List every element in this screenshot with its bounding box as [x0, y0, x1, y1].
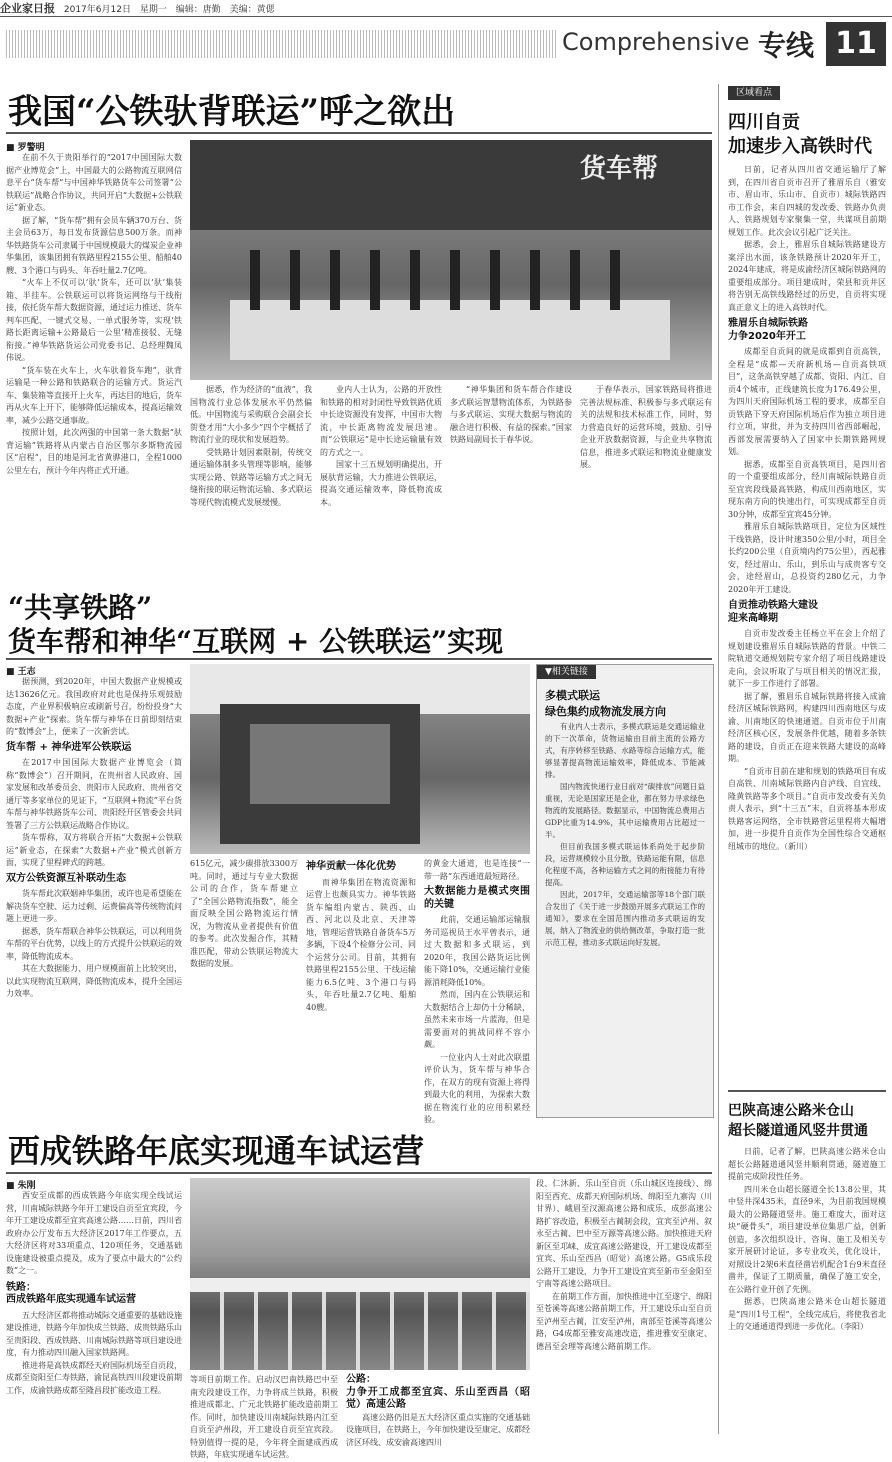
- article3-headline: 西成铁路年底实现通车试运营: [8, 1132, 425, 1170]
- article2-subhead: 货车帮 + 神华进军公铁联运: [6, 741, 132, 753]
- related-title-a: 多模式联运: [545, 689, 600, 702]
- side1-paragraph: 据悉，会上，雅眉乐自城际铁路建设方案浮出水面，该条铁路预计2020年开工，2024年建成，将是成渝经济区城际铁路网的重要组成部分。项目建成时，荣县和贡井区将告别无高铁线路经过的历史，自贡将实现真正意义上的进入高铁时代。: [728, 240, 886, 312]
- article2-paragraph: 然而，国内在公铁联运和大数据结合上却仍十分稀缺，虽然未来市场一片蓝海，但是需要面对的挑战同样不容小觑。: [424, 990, 530, 1049]
- article1-paragraph: 国家十三五规划明确提出，开展驮背运输，大力推进公铁联运，提高交通运输效率，降低物流成本。: [320, 460, 442, 507]
- conference-photo: [190, 140, 712, 380]
- side1-headline-b: 加速步入高铁时代: [728, 136, 872, 157]
- article2-headline-b: 货车帮和神华“互联网 + 公铁联运”实现: [8, 625, 504, 658]
- side2-headline-a: 巴陕高速公路米仓山: [728, 1103, 854, 1119]
- article2-paragraph: 此前，交通运输部运输服务司巡视员王水平曾表示，通过大数据和多式联运，到2020年，我国公路货运比例能下降10%，交通运输行业能源消耗降低10%。: [424, 915, 530, 987]
- paper-name: 企业家日报: [0, 2, 55, 15]
- banner-stripe: [6, 30, 556, 58]
- article3-col4: [536, 1178, 712, 1432]
- side1-subhead: 雅眉乐自城际铁路: [728, 318, 808, 329]
- article3-paragraph: 在前期工作方面，加快推进中江至遂宁、绵阳至苍溪等高速公路前期工作，开工建设乐山至自贡至泸州至古蔺，江安至泸州，南部至苍溪等高速公路，G4成都至雅安高速改造，推进雅安至康定、德昌至会理等高速公路前期工作。: [536, 1291, 712, 1351]
- article3-subhead: 西成铁路年底实现通车试运营: [6, 1294, 136, 1305]
- article2-col4: [424, 858, 530, 1124]
- article1-paragraph: 在前不久于贵阳举行的“2017中国国际大数据产业博览会”上，中国最大的公路物流互联网信息平台“货车帮”与中国神华铁路货车公司签署“公铁联运”战略合作协议，共同开启“大数据+公铁联运”新业态。: [6, 153, 182, 212]
- side1-paragraph: 雅眉乐自城际铁路项目，定位为区域性干线铁路，设计时速350公里/小时，项目全长约200公里（自贡境内约75公里），西起雅安，经过眉山、乐山，到乐山与成贵客专交会，途经眉山，总投资约280亿元，力争2020年开工建设。: [728, 522, 886, 594]
- side1-paragraph: 成都至自贡间的就是成都到自贡高铁，全程是“成都—天府新机场—自贡高铁项目”，这条高铁穿越了成都、资阳、内江、自贡4个城市，正线建筑长度为176.49公里，为四川天府国际机场工程的要求，成都至自贡铁路下穿天府国际机场后作为独立项目进行立项，审批，并为支持四川省西部崛起，西部发展需要纳入了国家中长期铁路网规划。: [728, 347, 886, 456]
- article2-subhead: 大数据能力是模式突围的关键: [424, 886, 530, 910]
- article2-col2: [190, 858, 298, 1116]
- article1-paragraph: 受铁路计划因素限制，传统交通运输体制多头管理等影响，能够实现公路、铁路等运输方式之间无缝衔接的联运物流运输、多式联运等现代物流模式发展缓慢。: [190, 447, 312, 507]
- related-body: [545, 721, 705, 1111]
- article1-author: 罗警明: [17, 143, 45, 153]
- editor: 编辑：唐勤: [175, 5, 221, 15]
- page-number: 11: [826, 22, 886, 66]
- side2-paragraph: 据悉，巴陕高速公路米仓山超长隧道是“四川1号工程”，全线完成后，将使我省北上的交通通道得到进一步优化。（李阳）: [728, 1297, 886, 1331]
- article3-subhead: 公路：: [346, 1374, 376, 1385]
- article2-subhead: 神华贡献一体化优势: [306, 861, 396, 872]
- related-link-box: [536, 664, 714, 1118]
- related-title-b: 绿色集约成物流发展方向: [545, 705, 666, 718]
- article2-paragraph: 货车帮此次联姻神华集团，或许也是希望能在解决货车空驶、运力过剩、运费偏高等传统物流问题上更进一步。: [6, 889, 182, 923]
- side2-paragraph: 四川米仓山超长隧道全长13.8公里，其中竖井深435米，直径9米，为目前我国规模最大的公路隧道竖井。施工难度大，面对这块“硬骨头”，项目建设单位集思广益，创新创造，多次组织设计、咨询、施工及相关专家开展研讨论证，多专业攻关，优化设计，对照设计2架6米直径凿岩机配合1台9米直径凿井，保证了工期质量，确保了施工安全，在公路行业开创了先例。: [728, 1184, 886, 1294]
- designer: 美编：黄偲: [229, 5, 275, 15]
- article1-paragraph: 按照计划，此次两强的中国第一条大数据“驮背运输”铁路将从内蒙古自治区鄂尔多斯物流园区“启程”，目的地是河北省黄骅港口，全程1000公里左右，预计今年内将正式开通。: [6, 428, 182, 475]
- related-tag: ▼相关链接: [537, 665, 596, 679]
- side2-rule: [728, 1090, 886, 1092]
- article2-paragraph: 在2017中国国际大数据产业博览会（简称“数博会”）召开期间，在贵州省人民政府、国家发展和改革委员会、贵阳市人民政府、贵州省交通厅等多家单位的见证下，“互联网+物流”平台货车帮与神华铁路货车公司、贵阳经开区管委会共同签署了三方公铁联运战略合作协议。: [6, 758, 182, 830]
- article3-paragraph: 高速公路仍旧是五大经济区重点实施的交通基础设施项目，在铁路上，今年加快建设至康定、成都经济区环线、成安渝高速四川: [346, 1412, 530, 1447]
- article1-paragraph: 据悉，作为经济的“血液”，我国物流行业总体发展水平仍然偏低。中国物流与采购联合会副会长贺登才用“大小多少”四个字概括了物流行业的现状和发展趋势。: [190, 385, 312, 444]
- article1-rule: [6, 132, 712, 134]
- article3-paragraph: 推进将是高铁成都经天府国际机场至自贡段，成都至资阳至仁寿铁路，渝昆高铁四川段建设前期工作，成渝铁路成都至隆昌段扩能改造工程。: [6, 1360, 182, 1395]
- article1-paragraph: 于春华表示，国家铁路局将推进完善法规标准、积极参与多式联运有关的法规和技术标准工作，同时，努力营造良好的运营环境，鼓励、引导企业开放数据资源，与企业共享物流信息，推进多式联运和物流业健康发展。: [580, 385, 712, 469]
- issue-date: 2017年6月12日: [63, 5, 131, 15]
- article2-byline: ■ 王志: [6, 667, 36, 677]
- article2-col1: [6, 676, 182, 1116]
- section-title-cn: 专线: [758, 29, 815, 62]
- article2-subhead: 双方公铁资源互补联动生态: [6, 872, 126, 884]
- article3-byline: ■ 朱刚: [6, 1181, 36, 1191]
- sidebar-divider: [718, 84, 719, 1434]
- side1-subhead: 自贡推动铁路大建设: [728, 600, 818, 611]
- article1-paragraph: “货车装在火车上，火车驮着货车跑”，驮背运输是一种公路和铁路联合的运输方式。货运汽车、集装箱等直接开上火车，再达目的地后，货车再从火车上开下，能够降低运输成本，提高运输效率，减少公路交通事故。: [6, 365, 182, 425]
- article1-paragraph: “火车上不仅可以‘驮’货车，还可以‘驮’集装箱、半挂车。公铁联运可以将货运网络与干线衔接，依托货车帮大数据资源，通过运力推送、货车判车匹配、一键式交易、一单式服务等，实现‘铁路长距离运输+公路最后一公里’精准接驳、无缝衔接。”神华铁路货运公司党委书记、总经理魏凤伟说。: [6, 278, 182, 362]
- side2-headline-b: 超长隧道通风竖井贯通: [728, 1123, 868, 1139]
- article1-paragraph: 业内人士认为，公路的开放性和铁路的相对封闭性导致铁路优质中长途资源没有发挥，中国市大物流，中长距离物流发展迅速。而“公铁联运”是中长途运输量有效的方式之一。: [320, 385, 442, 457]
- article3-author: 朱刚: [17, 1181, 36, 1191]
- related-paragraph: 因此，2017年，交通运输部等18个部门联合发出了《关于进一步鼓励开展多式联运工作的通知》，要求在全国范围内推动多式联运的发展，纳入了物流业的供给侧改革，争取打造一批示范工程，推动多式联运向好发展。: [545, 890, 705, 947]
- article1-headline: 我国“公铁驮背联运”呼之欲出: [8, 92, 456, 132]
- article1-byline: ■ 罗警明: [6, 143, 45, 153]
- article1-col2: [190, 384, 312, 564]
- banner-logo-text: 货车帮: [580, 154, 659, 184]
- related-paragraph: 国内物流快递行业日前对“碳排放”问题日益重视，无论是国家还是企业，都在努力寻求绿色物流的发展路径。数据显示，中国物流总费用占GDP比重为14.9%，其中运输费用占比超过一半。: [545, 782, 705, 839]
- side1-headline-a: 四川自贡: [728, 112, 800, 133]
- section-banner: [0, 22, 892, 68]
- railway-bridge-photo: [190, 1178, 530, 1370]
- side2-paragraph: 日前，记者了解，巴陕高速公路米仓山超长公路隧道通风竖井顺利贯通，隧道施工提前完成阶段性任务。: [728, 1147, 886, 1181]
- related-tag-label: 相关链接: [551, 667, 588, 677]
- article3-rule: [6, 1172, 712, 1174]
- article1-col3: [320, 384, 442, 564]
- weekday: 星期一: [139, 5, 167, 15]
- article2-headline-a: “共享铁路”: [8, 591, 153, 624]
- side2-body: [728, 1146, 886, 1432]
- article2-paragraph: 据悉，货车帮联合神华公铁联运，可以利用货车帮的平台优势，以线上的方式提升公铁联运的效率，降低物流成本。: [6, 926, 182, 961]
- article2-paragraph: 据预测，到2020年，中国大数据产业规模或达13626亿元。我国政府对此也是保持乐观鼓励态度，产业界积极响应或刷新号召，纷纷投身“大数据+产业”探索。货车帮与神华在日前即刻结束的“数博会”上，便来了一次新尝试。: [6, 677, 182, 736]
- header-rule: [0, 16, 892, 17]
- side1-paragraph: 日前，记者从四川省交通运输厅了解到，在四川省自贡市召开了雅眉乐自（雅安市、眉山市、乐山市、自贡市）城际铁路四市工作会，来自四城的发改委、铁路办负责人、铁路规划专家聚集一堂，共谋项目前期规划工作。此次会议引起广泛关注。: [728, 165, 886, 237]
- article2-paragraph: 一位业内人士对此次联盟评价认为，货车帮与神华合作，在双方的现有资源上将得到最大化的利用，为探索大数据在物流行业的应用积累经验。: [424, 1052, 530, 1124]
- article2-rule: [6, 658, 712, 660]
- related-paragraph: 有业内人士表示，多模式联运是交通运输业的下一次革命，货物运输由目前主流的公路方式，有序转移至铁路、水路等综合运输方式，能够显著提高物流运输效率，降低成本、节能减排。: [545, 722, 705, 779]
- article1-col4: [450, 384, 572, 564]
- article2-paragraph: 的黄金大通道，也是连接“一带一路”东西通道最短路径。: [424, 859, 530, 881]
- article3-subhead: 力争开工成都至宜宾、乐山至西昌（昭觉）高速公路: [346, 1386, 530, 1410]
- side1-subhead: 力争2020年开工: [728, 330, 806, 342]
- sidebar-tag: 区域看点: [728, 86, 780, 100]
- side1-paragraph: 据了解，雅眉乐自城际铁路将接入成渝经济区城际铁路网，构建四川西南地区与成渝、川南地区的快速通道。自贡市位于川南经济区核心区，发展条件优越，随着多条铁路的建设，自贡正在迎来铁路大建设的高峰期。: [728, 691, 886, 763]
- section-title-en: Comprehensive: [562, 28, 750, 56]
- article3-paragraph: 等项目前期工作。启动汉巴南铁路巴中至南充段建设工作，力争将成兰铁路，积极推进成都北、广元北铁路扩能改造前期工作。同时，加快建设川南城际铁路内江至自贡至泸州段，开工建设自贡至宜宾段。特别值得一提的是，今年将全面建成西成铁路，年底实现通车试运营。: [190, 1375, 338, 1459]
- side1-paragraph: 据悉，成都至自贡高铁项目，是四川省的一个重要组成部分，经川南城际铁路自贡至宜宾段线最高铁路，构成川西南地区，实现东南方向的快速出行，可实现成都至自贡30分钟，成都至宜宾45分钟。: [728, 459, 886, 519]
- masthead-bar: [0, 0, 892, 14]
- article2-paragraph: 货车帮称，双方将联合开拓“大数据+公铁联运”新业态，在探索“大数据+产业”模式创新方面，实现了里程碑式的跨越。: [6, 833, 182, 867]
- article1-paragraph: “神华集团和货车帮合作建设多式联运智慧物流体系，为铁路参与多式联运、实现大数据与物流的融合进行积极、有益的探索。”国家铁路局副局长于春华说。: [450, 385, 572, 444]
- side1-body: [728, 164, 886, 1076]
- article1-col5: [580, 384, 712, 564]
- article1-paragraph: 据了解，“货车帮”拥有会员车辆370万台、货主会员63万，每日发布货源信息500万条。而神华铁路货车公司隶属于中国规模最大的煤炭企业神华集团，该集团拥有铁路里程2155公里、船舶40艘、3个港口与码头、年吞吐量2.7亿吨。: [6, 215, 182, 275]
- side1-paragraph: “自贡市目前在建和规划的铁路项目有成自高铁、川南城际铁路内自泸线、自宜线、隆黄铁路等多个项目。”自贡市发改委有关负责人表示，到“十三五”末，自贡将基本形成铁路客运网络，全市铁路营运里程将大幅增加，进一步提升自贡作为全国性综合交通枢纽城市的地位。（新川）: [728, 766, 886, 851]
- article2-paragraph: 而神华集团在物流资源和运营上也颇具实力。神华铁路货车编组内蒙古、陕西、山西、河北以及北京、天津等地，管理运营铁路自备货车5万多辆，下设4个检修分公司、同个运营分公司。目前，其拥有铁路里程2155公里、干线运输能力6.5亿吨、3个港口与码头，年吞吐量2.7亿吨、船舶40艘。: [306, 877, 416, 1012]
- side1-subhead: 迎来高峰期: [728, 612, 778, 624]
- article3-paragraph: 西安至成都的西成铁路今年底实现全线试运营，川南城际铁路今年开工建设自贡至宜宾段，今年开工建设成都至宜宾高速公路……日前，四川省政府办公厅发布五大经济区2017年工作要点，五大经济区将对33项重点、120项任务，交通基础设施建设被重点提及，成为了要点中最大的“公约数”之一。: [6, 1191, 182, 1275]
- article3-col1: [6, 1190, 182, 1430]
- article3-subhead: 铁路：: [6, 1281, 36, 1293]
- exhibition-photo: [190, 664, 530, 854]
- related-paragraph: 但目前我国多模式联运体系尚处于起步阶段，运营规模较小且分散，铁路运能有限，信息化程度不高，各种运输方式之间的衔接能力有待提高。: [545, 842, 705, 887]
- article2-col3: [306, 858, 416, 1116]
- side1-paragraph: 自贡市发改委主任杨立平在会上介绍了规划建设雅眉乐自城际铁路的背景。中铁二院轨道交通规划院专家介绍了项目线路建设走向，会议听取了与项目相关的情况汇报，就下一步工作进行了部署。: [728, 629, 886, 688]
- article3-col3: [346, 1374, 530, 1447]
- article3-paragraph: 段、仁沐新、乐山至自贡（乐山城区连接线）、绵阳至西充、成都天府国际机场、绵阳至九寨沟（川甘界）、峨眉至汉源高速公路和成乐、成彭高速公路扩容改造，积极至古蔺制会段，宜宾至泸州、叙永至古蔺、巴中至万源等高速公路。加快推进天府新区至邛崃、成宜高速公路建设，开工建设成都至宜宾、乐山至西昌（昭觉）高速公路。G5成乐段公路开工建设，力争开工建设宜宾至新市至金阳至宁南等高速公路项目。: [536, 1179, 712, 1288]
- article3-paragraph: 五大经济区都将推动城际交通重要的基础设施建设推进，铁路今年加快成兰铁路、成贵铁路乐山至贵阳段、西成铁路、川南城际铁路等项目建设进度，有力推动四川融入国家铁路网。: [6, 1310, 182, 1357]
- article3-col2: [190, 1374, 338, 1459]
- article1-col1: [6, 152, 182, 564]
- article2-author: 王志: [17, 667, 36, 677]
- article2-paragraph: 615亿元，减少碳排放3300万吨。同时，通过与专业大数据公司的合作，货车帮建立了“全国公路物流指数”，能全面反映全国公路物流运行情况，为物流从业者提供有价值的参考。此次发掘合作，其精准匹配，带动公铁联运物流大数据的发展。: [190, 859, 298, 968]
- article2-paragraph: 其在大数据能力、用户规模面前上比较突出，以此实现物流互联网，降低物流成本，提升全国运力效率。: [6, 964, 182, 998]
